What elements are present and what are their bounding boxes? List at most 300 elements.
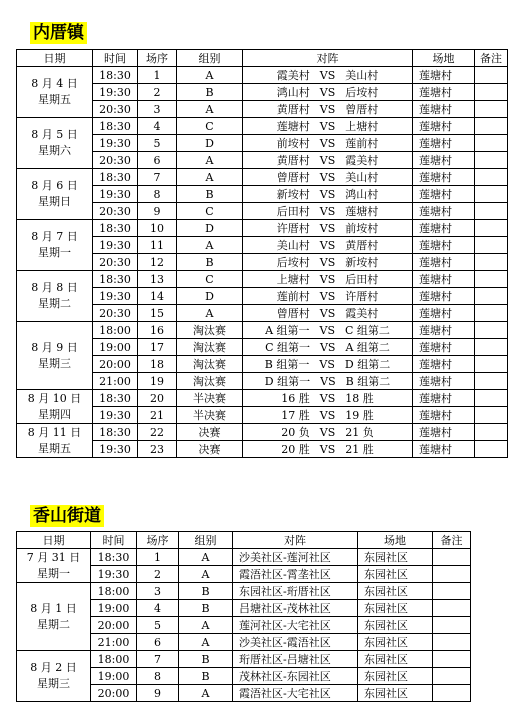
header-time: 时间 [93, 50, 138, 67]
match-no-cell: 22 [138, 424, 177, 441]
matchup-cell [243, 424, 413, 441]
note-cell [433, 549, 471, 566]
matchup-cell [243, 356, 413, 373]
weekday-label: 星期六 [38, 144, 71, 157]
match-no-cell: 5 [137, 617, 179, 634]
time-cell: 19:00 [93, 339, 138, 356]
note-cell [475, 390, 508, 407]
time-cell: 18:00 [93, 322, 138, 339]
time-cell: 20:00 [91, 685, 137, 702]
venue-cell: 莲塘村 [413, 152, 475, 169]
header-note: 备注 [433, 532, 471, 549]
time-cell: 19:30 [93, 186, 138, 203]
note-cell [433, 566, 471, 583]
group-cell: 淘汰赛 [177, 373, 243, 390]
group-cell: A [177, 152, 243, 169]
home-team: 曾厝村 [276, 171, 310, 184]
group-cell: A [179, 617, 233, 634]
match-no-cell: 16 [138, 322, 177, 339]
vs-label: VS [319, 324, 335, 337]
matchup-cell [243, 152, 413, 169]
venue-cell: 东园社区 [358, 600, 433, 617]
date-label: 8 月 2 日 [30, 661, 77, 674]
matchup-cell [243, 220, 413, 237]
match-no-cell: 10 [138, 220, 177, 237]
home-team: A 组第一 [265, 324, 310, 337]
date-label: 8 月 4 日 [31, 77, 78, 90]
matchup-cell: 东园社区-珩厝社区 [233, 583, 358, 600]
home-team: 许厝村 [276, 222, 310, 235]
vs-label: VS [319, 205, 336, 218]
date-cell [17, 271, 93, 322]
vs-label: VS [319, 222, 336, 235]
match-no-cell: 6 [137, 634, 179, 651]
away-team: 鸿山村 [345, 188, 379, 201]
home-team: 17 胜 [281, 409, 310, 422]
venue-cell: 莲塘村 [413, 186, 475, 203]
group-cell: B [179, 651, 233, 668]
date-cell [17, 424, 93, 458]
venue-cell: 莲塘村 [413, 118, 475, 135]
match-no-cell: 14 [138, 288, 177, 305]
note-cell [475, 152, 508, 169]
match-no-cell: 11 [138, 237, 177, 254]
home-team: 鸿山村 [276, 86, 310, 99]
vs-label: VS [319, 409, 336, 422]
venue-cell: 莲塘村 [413, 237, 475, 254]
matchup-cell [243, 441, 413, 458]
venue-cell: 莲塘村 [413, 203, 475, 220]
time-cell: 19:30 [93, 288, 138, 305]
matchup-cell: 霞浯社区-大宅社区 [233, 685, 358, 702]
away-team: C 组第二 [345, 324, 390, 337]
table-row [17, 169, 508, 186]
venue-cell: 莲塘村 [413, 288, 475, 305]
table-row [17, 424, 508, 441]
away-team: 莲塘村 [345, 205, 379, 218]
date-cell [17, 390, 93, 424]
date-label: 8 月 11 日 [27, 425, 82, 439]
group-cell: B [179, 600, 233, 617]
note-cell [475, 203, 508, 220]
weekday-label: 星期五 [38, 93, 71, 106]
home-team: 新垵村 [276, 188, 310, 201]
matchup-cell [243, 67, 413, 84]
group-cell: C [177, 203, 243, 220]
date-cell [17, 583, 91, 651]
date-label: 8 月 8 日 [31, 281, 78, 294]
match-no-cell: 4 [138, 118, 177, 135]
matchup-cell [243, 373, 413, 390]
venue-cell: 莲塘村 [413, 271, 475, 288]
note-cell [475, 101, 508, 118]
home-team: B 组第一 [264, 358, 310, 371]
note-cell [475, 237, 508, 254]
match-no-cell: 4 [137, 600, 179, 617]
group-cell: A [179, 685, 233, 702]
time-cell: 20:00 [91, 617, 137, 634]
group-cell: 决赛 [177, 441, 243, 458]
vs-label: VS [319, 256, 336, 269]
time-cell: 18:30 [93, 424, 138, 441]
matchup-cell: 沙美社区-霞浯社区 [233, 634, 358, 651]
time-cell: 20:30 [93, 254, 138, 271]
venue-cell: 莲塘村 [413, 322, 475, 339]
weekday-label: 星期一 [38, 246, 71, 259]
weekday-label: 星期一 [37, 566, 70, 580]
matchup-cell: 吕塘社区-茂林社区 [233, 600, 358, 617]
match-no-cell: 5 [138, 135, 177, 152]
venue-cell: 东园社区 [358, 685, 433, 702]
venue-cell: 莲塘村 [413, 101, 475, 118]
date-label: 7 月 31 日 [26, 550, 81, 564]
home-team: 前垵村 [276, 137, 310, 150]
group-cell: 决赛 [177, 424, 243, 441]
note-cell [475, 84, 508, 101]
section-title-xiangshan: 香山街道 [30, 505, 104, 527]
time-cell: 20:30 [93, 203, 138, 220]
note-cell [475, 118, 508, 135]
venue-cell: 莲塘村 [413, 220, 475, 237]
away-team: 前垵村 [345, 222, 379, 235]
home-team: 20 胜 [281, 443, 310, 456]
vs-label: VS [319, 69, 336, 82]
date-label: 8 月 10 日 [27, 391, 82, 405]
note-cell [433, 600, 471, 617]
time-cell: 21:00 [91, 634, 137, 651]
away-team: 黄厝村 [345, 239, 379, 252]
matchup-cell: 莲河社区-大宅社区 [233, 617, 358, 634]
home-team: 上塘村 [276, 273, 310, 286]
note-cell [475, 169, 508, 186]
time-cell: 18:00 [91, 651, 137, 668]
matchup-cell [243, 186, 413, 203]
home-team: 霞美村 [276, 69, 310, 82]
venue-cell: 莲塘村 [413, 441, 475, 458]
venue-cell: 莲塘村 [413, 424, 475, 441]
note-cell [475, 407, 508, 424]
match-no-cell: 18 [138, 356, 177, 373]
note-cell [475, 220, 508, 237]
vs-label: VS [319, 290, 336, 303]
venue-cell: 莲塘村 [413, 254, 475, 271]
note-cell [433, 634, 471, 651]
note-cell [475, 424, 508, 441]
time-cell: 18:00 [91, 583, 137, 600]
note-cell [475, 271, 508, 288]
time-cell: 19:00 [91, 600, 137, 617]
date-label: 8 月 5 日 [31, 128, 78, 141]
group-cell: 淘汰赛 [177, 339, 243, 356]
venue-cell: 东园社区 [358, 549, 433, 566]
time-cell: 19:30 [93, 237, 138, 254]
time-cell: 19:30 [91, 566, 137, 583]
away-team: A 组第二 [345, 341, 390, 354]
vs-label: VS [319, 392, 336, 405]
note-cell [433, 583, 471, 600]
match-no-cell: 13 [138, 271, 177, 288]
date-label: 8 月 9 日 [31, 340, 78, 354]
table-row [17, 651, 471, 668]
group-cell: B [179, 583, 233, 600]
vs-label: VS [319, 426, 336, 439]
venue-cell: 莲塘村 [413, 373, 475, 390]
time-cell: 19:30 [93, 84, 138, 101]
away-team: 后垵村 [345, 86, 379, 99]
matchup-cell [243, 288, 413, 305]
note-cell [433, 668, 471, 685]
venue-cell: 莲塘村 [413, 407, 475, 424]
vs-label: VS [319, 171, 336, 184]
weekday-label: 星期三 [38, 356, 71, 370]
date-cell [17, 169, 93, 220]
group-cell: A [179, 549, 233, 566]
match-no-cell: 3 [138, 101, 177, 118]
note-cell [475, 67, 508, 84]
match-no-cell: 1 [137, 549, 179, 566]
table-row [17, 118, 508, 135]
time-cell: 19:00 [91, 668, 137, 685]
time-cell: 19:30 [93, 135, 138, 152]
header-venue: 场地 [413, 50, 475, 67]
match-no-cell: 20 [138, 390, 177, 407]
away-team: 许厝村 [345, 290, 379, 303]
away-team: 美山村 [345, 171, 379, 184]
matchup-cell [243, 203, 413, 220]
group-cell: A [177, 237, 243, 254]
time-cell: 18:30 [93, 67, 138, 84]
match-no-cell: 21 [138, 407, 177, 424]
note-cell [475, 135, 508, 152]
venue-cell: 莲塘村 [413, 135, 475, 152]
header-note: 备注 [475, 50, 508, 67]
matchup-cell [243, 305, 413, 322]
matchup-cell [243, 169, 413, 186]
schedule-table-neicuo [16, 49, 508, 458]
table-row [17, 583, 471, 600]
venue-cell: 东园社区 [358, 634, 433, 651]
header-date: 日期 [17, 50, 93, 67]
table-header-row [17, 532, 471, 549]
vs-label: VS [319, 86, 336, 99]
weekday-label: 星期三 [37, 677, 70, 690]
matchup-cell [243, 254, 413, 271]
venue-cell: 东园社区 [358, 566, 433, 583]
time-cell: 20:30 [93, 152, 138, 169]
note-cell [475, 288, 508, 305]
time-cell: 20:30 [93, 305, 138, 322]
group-cell: 淘汰赛 [177, 322, 243, 339]
group-cell: A [179, 566, 233, 583]
match-no-cell: 7 [138, 169, 177, 186]
matchup-cell [243, 135, 413, 152]
time-cell: 18:30 [93, 169, 138, 186]
match-no-cell: 9 [137, 685, 179, 702]
weekday-label: 星期二 [37, 617, 70, 631]
home-team: 黄厝村 [276, 154, 310, 167]
away-team: 曾厝村 [345, 103, 379, 116]
match-no-cell: 2 [137, 566, 179, 583]
away-team: 21 胜 [345, 443, 374, 456]
date-cell [17, 322, 93, 390]
table-row [17, 322, 508, 339]
vs-label: VS [319, 273, 336, 286]
match-no-cell: 19 [138, 373, 177, 390]
time-cell: 21:00 [93, 373, 138, 390]
date-cell [17, 549, 91, 583]
match-no-cell: 2 [138, 84, 177, 101]
schedule-table-xiangshan [16, 531, 471, 702]
time-cell: 19:30 [93, 407, 138, 424]
date-label: 8 月 1 日 [30, 601, 77, 615]
group-cell: B [177, 254, 243, 271]
group-cell: B [177, 186, 243, 203]
group-cell: B [179, 668, 233, 685]
away-team: 18 胜 [345, 392, 374, 405]
weekday-label: 星期四 [38, 407, 71, 421]
matchup-cell [243, 101, 413, 118]
match-no-cell: 12 [138, 254, 177, 271]
table-row [17, 390, 508, 407]
matchup-cell [243, 84, 413, 101]
home-team: 黄厝村 [276, 103, 310, 116]
away-team: 霞美村 [345, 154, 379, 167]
vs-label: VS [319, 239, 336, 252]
table-row [17, 67, 508, 84]
venue-cell: 东园社区 [358, 668, 433, 685]
venue-cell: 东园社区 [358, 651, 433, 668]
match-no-cell: 8 [138, 186, 177, 203]
group-cell: 半决赛 [177, 390, 243, 407]
matchup-cell [243, 407, 413, 424]
note-cell [475, 305, 508, 322]
home-team: 20 负 [281, 426, 310, 439]
group-cell: A [177, 101, 243, 118]
matchup-cell: 珩厝社区-吕塘社区 [233, 651, 358, 668]
section-title-neicuo: 内厝镇 [30, 22, 87, 44]
venue-cell: 莲塘村 [413, 339, 475, 356]
header-date: 日期 [17, 532, 91, 549]
matchup-cell [243, 237, 413, 254]
group-cell: D [177, 220, 243, 237]
time-cell: 18:30 [93, 118, 138, 135]
group-cell: D [177, 135, 243, 152]
time-cell: 18:30 [93, 271, 138, 288]
venue-cell: 东园社区 [358, 617, 433, 634]
home-team: 16 胜 [281, 392, 310, 405]
matchup-cell [243, 271, 413, 288]
home-team: 莲前村 [276, 290, 310, 303]
time-cell: 18:30 [93, 390, 138, 407]
vs-label: VS [319, 120, 336, 133]
note-cell [475, 254, 508, 271]
note-cell [433, 651, 471, 668]
vs-label: VS [320, 375, 336, 388]
home-team: 曾厝村 [276, 307, 310, 320]
note-cell [433, 685, 471, 702]
home-team: D 组第一 [264, 375, 311, 388]
away-team: 19 胜 [345, 409, 374, 422]
matchup-cell [243, 390, 413, 407]
date-cell [17, 220, 93, 271]
match-no-cell: 1 [138, 67, 177, 84]
venue-cell: 莲塘村 [413, 356, 475, 373]
venue-cell: 莲塘村 [413, 305, 475, 322]
note-cell [475, 356, 508, 373]
group-cell: C [177, 271, 243, 288]
time-cell: 20:00 [93, 356, 138, 373]
header-match-no: 场序 [137, 532, 179, 549]
vs-label: VS [319, 188, 336, 201]
venue-cell: 莲塘村 [413, 390, 475, 407]
note-cell [475, 322, 508, 339]
vs-label: VS [319, 341, 336, 354]
home-team: 莲塘村 [276, 120, 310, 133]
group-cell: A [177, 169, 243, 186]
home-team: 后垵村 [276, 256, 310, 269]
date-label: 8 月 7 日 [31, 230, 78, 243]
note-cell [475, 373, 508, 390]
match-no-cell: 8 [137, 668, 179, 685]
vs-label: VS [319, 358, 335, 371]
time-cell: 18:30 [91, 549, 137, 566]
away-team: D 组第二 [344, 358, 391, 371]
table-row [17, 271, 508, 288]
away-team: 后田村 [345, 273, 379, 286]
match-no-cell: 23 [138, 441, 177, 458]
matchup-cell: 沙美社区-莲河社区 [233, 549, 358, 566]
header-match-no: 场序 [138, 50, 177, 67]
group-cell: C [177, 118, 243, 135]
match-no-cell: 17 [138, 339, 177, 356]
group-cell: A [177, 305, 243, 322]
note-cell [433, 617, 471, 634]
date-cell [17, 118, 93, 169]
group-cell: D [177, 288, 243, 305]
match-no-cell: 15 [138, 305, 177, 322]
vs-label: VS [319, 443, 336, 456]
header-matchup: 对阵 [243, 50, 413, 67]
table-row [17, 549, 471, 566]
date-label: 8 月 6 日 [31, 179, 78, 192]
home-team: C 组第一 [265, 341, 310, 354]
home-team: 后田村 [276, 205, 310, 218]
vs-label: VS [319, 103, 336, 116]
matchup-cell: 霞浯社区-霄垄社区 [233, 566, 358, 583]
weekday-label: 星期日 [38, 195, 71, 208]
group-cell: A [179, 634, 233, 651]
group-cell: 半决赛 [177, 407, 243, 424]
away-team: 莲前村 [345, 137, 379, 150]
venue-cell: 东园社区 [358, 583, 433, 600]
away-team: 新垵村 [345, 256, 379, 269]
match-no-cell: 9 [138, 203, 177, 220]
group-cell: B [177, 84, 243, 101]
note-cell [475, 441, 508, 458]
venue-cell: 莲塘村 [413, 169, 475, 186]
table-row [17, 220, 508, 237]
header-group: 组别 [179, 532, 233, 549]
away-team: 上塘村 [345, 120, 379, 133]
weekday-label: 星期五 [38, 441, 71, 455]
vs-label: VS [319, 307, 336, 320]
note-cell [475, 339, 508, 356]
header-matchup: 对阵 [233, 532, 358, 549]
matchup-cell [243, 118, 413, 135]
away-team: 21 负 [345, 426, 374, 439]
matchup-cell [243, 339, 413, 356]
time-cell: 18:30 [93, 220, 138, 237]
